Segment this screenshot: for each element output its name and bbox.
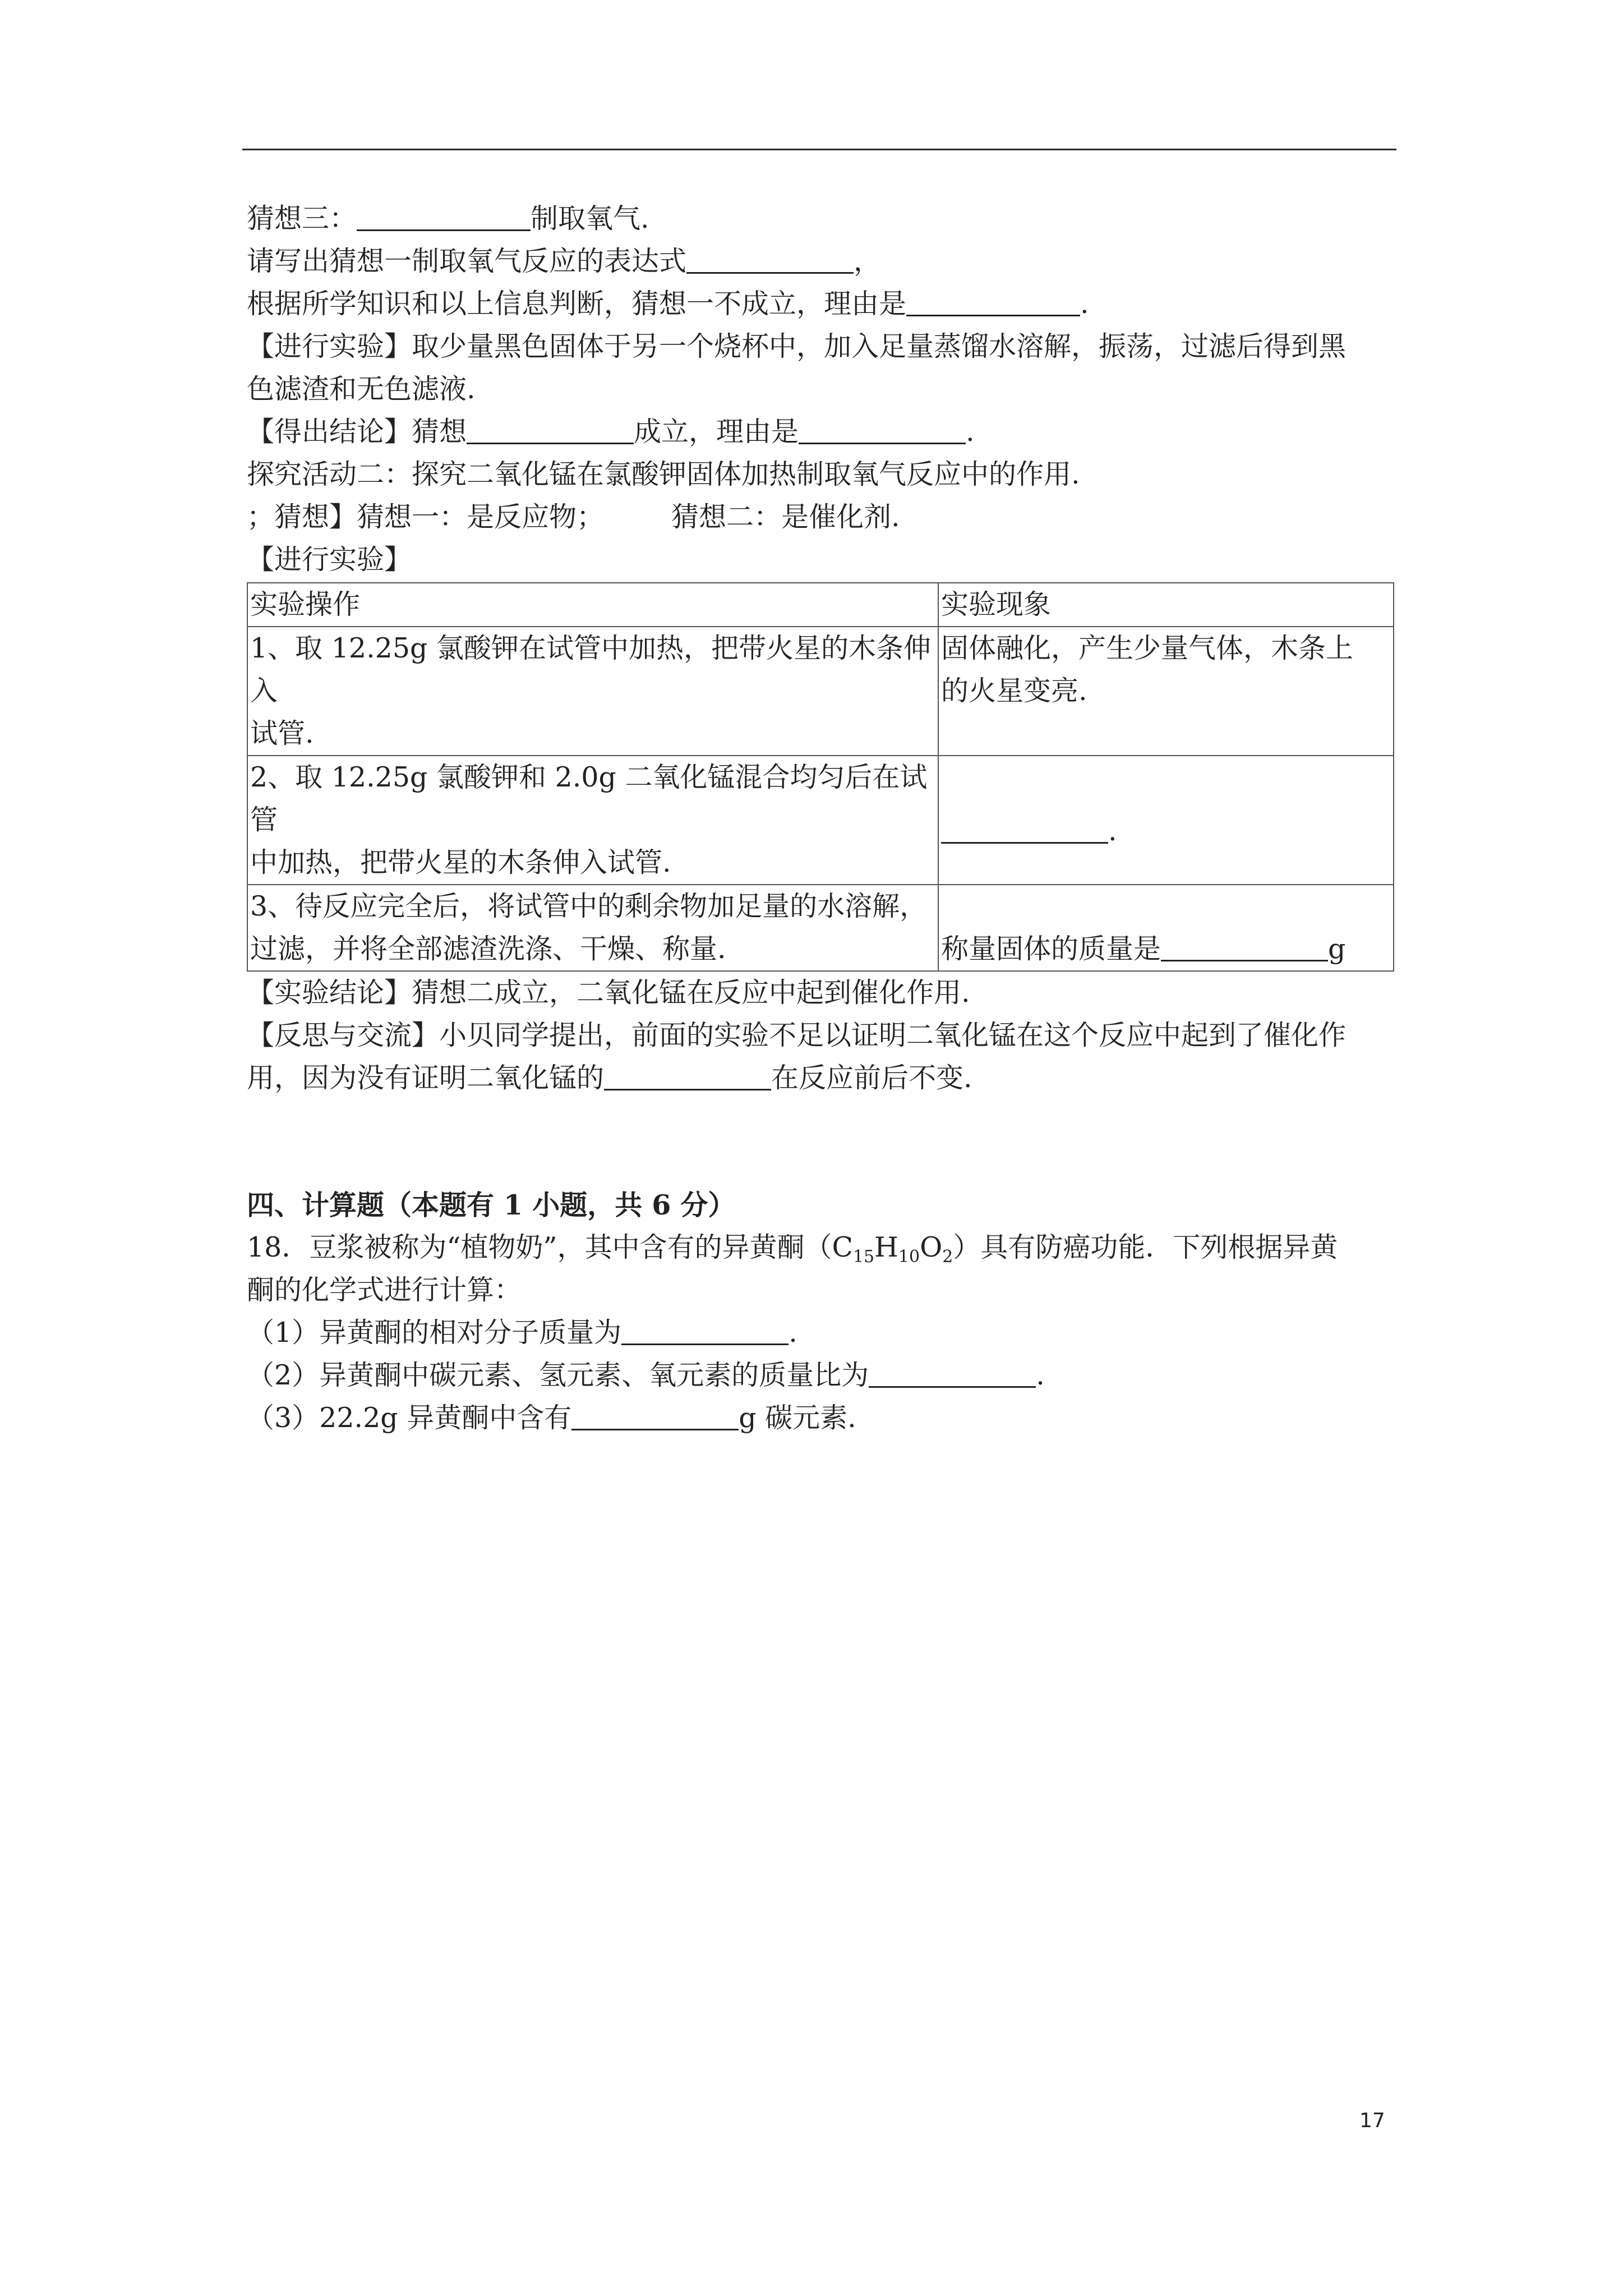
- judge-line: [247, 283, 1395, 325]
- answer-blank[interactable]: [467, 415, 634, 444]
- reflection-line-2: [247, 1057, 1395, 1099]
- guess-line: [247, 496, 1395, 539]
- subscript: 15: [852, 1247, 875, 1267]
- guess3-line: [247, 197, 1395, 240]
- sub-question-1: [247, 1312, 1395, 1354]
- text: ，: [854, 245, 882, 277]
- text: g: [1328, 933, 1346, 965]
- header-operation: 实验操作: [247, 583, 938, 627]
- operation-cell: [247, 885, 938, 971]
- answer-blank[interactable]: [604, 1061, 771, 1091]
- text: g 碳元素.: [739, 1402, 856, 1434]
- text: 试管.: [250, 717, 314, 749]
- text: 用，因为没有证明二氧化锰的: [247, 1062, 605, 1094]
- subscript: 2: [942, 1247, 953, 1267]
- reflection-line-1: 【反思与交流】小贝同学提出，前面的实验不足以证明二氧化锰在这个反应中起到了催化作: [247, 1019, 1347, 1051]
- sub-question-2: [247, 1354, 1395, 1397]
- answer-blank[interactable]: [799, 415, 966, 444]
- text: .: [1036, 1359, 1045, 1391]
- activity2-line: 探究活动二：探究二氧化锰在氯酸钾固体加热制取氧气反应中的作用.: [247, 458, 1080, 490]
- phenomenon-cell: [938, 756, 1394, 885]
- conclusion-line: [247, 411, 1395, 453]
- text: 请写出猜想一制取氧气反应的表达式: [247, 245, 687, 277]
- table-row: [247, 885, 1394, 971]
- text: .: [1108, 815, 1117, 847]
- section4-heading: 四、计算题（本题有 1 小题，共 6 分）: [247, 1189, 736, 1221]
- experiment-line-1: 【进行实验】取少量黑色固体于另一个烧杯中，加入足量蒸馏水溶解，振荡，过滤后得到黑: [247, 330, 1347, 362]
- operation-cell: [247, 627, 938, 756]
- text: .: [966, 416, 975, 448]
- text: 2、取 12.25g 氯酸钾和 2.0g 二氧化锰混合均匀后在试管: [250, 761, 928, 836]
- table-row: [247, 627, 1394, 756]
- text: 中加热，把带火星的木条伸入试管.: [250, 846, 671, 878]
- text: .: [789, 1317, 797, 1349]
- page-content: [247, 197, 1395, 1439]
- header-rule: [242, 149, 1396, 150]
- answer-blank[interactable]: [941, 814, 1108, 844]
- text: 在反应前后不变.: [771, 1062, 972, 1094]
- answer-blank[interactable]: [357, 201, 531, 231]
- answer-blank[interactable]: [686, 244, 854, 274]
- text: 根据所学知识和以上信息判断，猜想一不成立，理由是: [247, 288, 907, 320]
- text: 18．豆浆被称为“植物奶”，其中含有的异黄酮（C: [247, 1231, 853, 1263]
- experiment-table: [247, 582, 1394, 972]
- experiment-line-2: 色滤渣和无色滤液.: [247, 373, 476, 405]
- answer-blank[interactable]: [906, 287, 1080, 316]
- text: H: [874, 1231, 898, 1263]
- page-number: 17: [1359, 2109, 1385, 2132]
- text: 固体融化，产生少量气体，木条上: [941, 632, 1354, 664]
- table-row: [247, 756, 1394, 885]
- text: O: [920, 1231, 943, 1263]
- text: 称量固体的质量是: [941, 933, 1161, 965]
- question18-line-1: [247, 1226, 1395, 1269]
- sub-question-3: [247, 1397, 1395, 1439]
- answer-blank[interactable]: [869, 1358, 1036, 1388]
- text: 1、取 12.25g 氯酸钾在试管中加热，把带火星的木条伸入: [250, 632, 931, 707]
- text: 猜想三：: [247, 203, 357, 234]
- write-expression-line: [247, 240, 1395, 283]
- subscript: 10: [898, 1247, 920, 1267]
- text: 成立，理由是: [634, 416, 799, 448]
- text: 过滤，并将全部滤渣洗涤、干燥、称量.: [250, 933, 726, 965]
- text: 3、待反应完全后，将试管中的剩余物加足量的水溶解，: [250, 890, 928, 922]
- table-header-row: [247, 583, 1394, 627]
- text: 【得出结论】猜想: [247, 416, 467, 448]
- text: 猜想二：是催化剂.: [671, 501, 900, 533]
- header-phenomenon: 实验现象: [938, 583, 1394, 627]
- question18-line-2: 酮的化学式进行计算：: [247, 1274, 522, 1306]
- phenomenon-cell: [938, 885, 1394, 971]
- spacer: [247, 1099, 1395, 1184]
- answer-blank[interactable]: [571, 1401, 739, 1430]
- text: ）具有防癌功能．下列根据异黄: [953, 1231, 1338, 1263]
- text: （3）22.2g 异黄酮中含有: [247, 1402, 572, 1434]
- text: （1）异黄酮的相对分子质量为: [247, 1317, 622, 1349]
- experiment-conclusion-line: 【实验结论】猜想二成立，二氧化锰在反应中起到催化作用.: [247, 977, 970, 1009]
- text: （2）异黄酮中碳元素、氢元素、氧元素的质量比为: [247, 1359, 869, 1391]
- operation-cell: [247, 756, 938, 885]
- experiment2-line: 【进行实验】: [247, 544, 412, 576]
- answer-blank[interactable]: [1161, 932, 1328, 961]
- text: .: [1080, 288, 1089, 320]
- phenomenon-cell: [938, 627, 1394, 756]
- text: 制取氧气.: [531, 203, 649, 234]
- text: ；猜想】猜想一：是反应物；: [247, 501, 605, 533]
- text: 的火星变亮.: [941, 675, 1087, 707]
- answer-blank[interactable]: [621, 1315, 789, 1345]
